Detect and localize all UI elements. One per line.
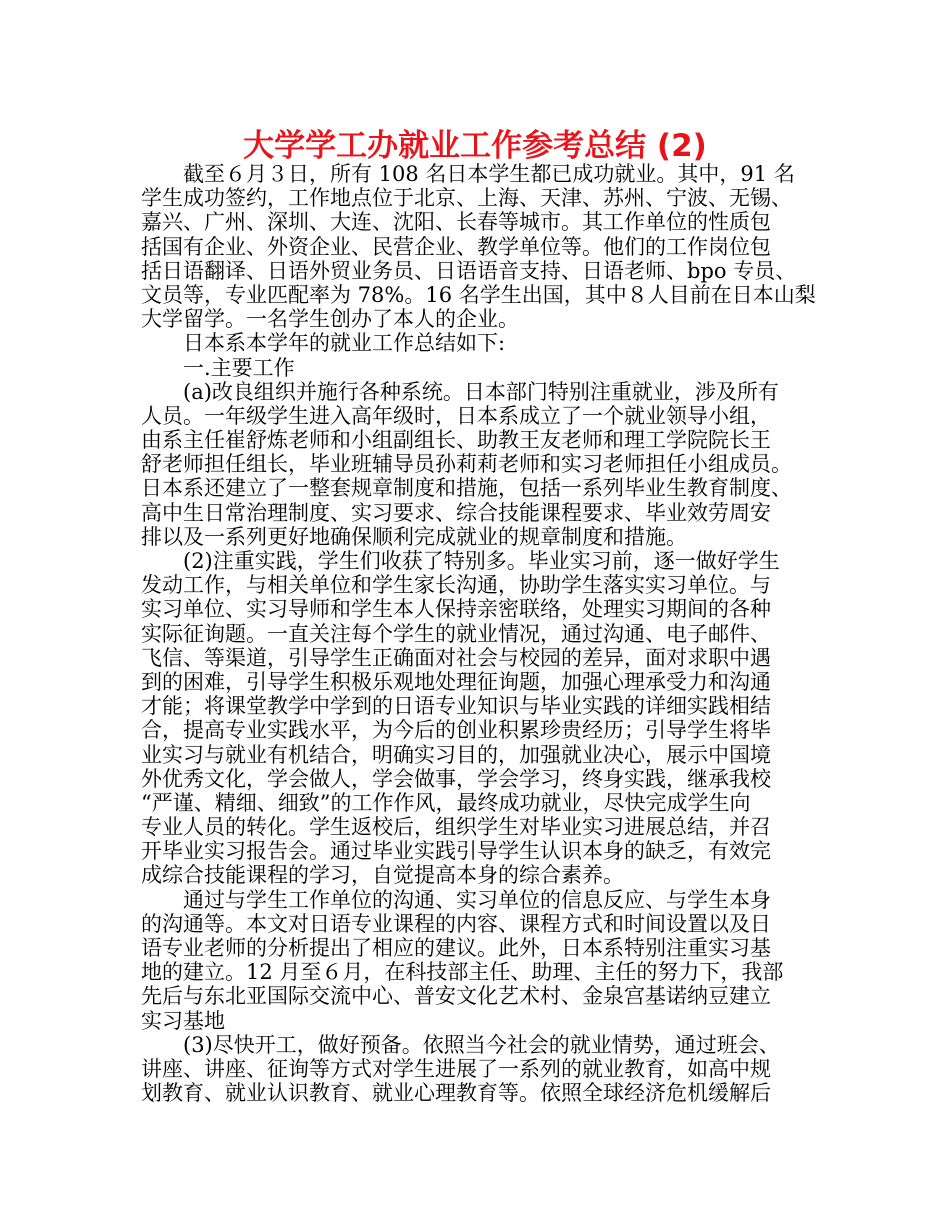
text-line: 外优秀文化，学会做人，学会做事，学会学习，终身实践，继承我校 [141,766,771,791]
text-line: 舒老师担任组长，毕业班辅导员孙莉莉老师和实习老师担任小组成员。 [141,452,792,477]
text-line: (3)尽快开工，做好预备。依照当今社会的就业情势，通过班会、 [183,1032,780,1057]
text-line: 语专业老师的分析提出了相应的建议。此外，日本系特别注重实习基 [141,936,771,960]
text-line: 开毕业实习报告会。通过毕业实践引导学生认识本身的缺乏，有效完 [141,839,771,864]
text-line: 发动工作，与相关单位和学生家长沟通，协助学生落实实习单位。与 [141,573,771,598]
text-line: 专业人员的转化。学生返校后，组织学生对毕业实习进展总结，并召 [141,815,771,840]
text-line: 通过与学生工作单位的沟通、实习单位的信息反应、与学生本身 [183,887,771,912]
text-line: 地的建立。12 月至６月，在科技部主任、助理、主任的努力下，我部 [141,960,784,985]
text-line: 到的困难，引导学生积极乐观地处理征询题，加强心理承受力和沟通 [141,669,771,694]
text-line: 人员。一年级学生进入高年级时，日本系成立了一个就业领导小组， [141,403,771,428]
text-line: 日本系本学年的就业工作总结如下: [183,331,506,356]
text-line: 高中生日常治理制度、实习要求、综合技能课程要求、毕业效劳周安 [141,500,771,525]
text-line: “严谨、精细、细致”的工作作风，最终成功就业，尽快完成学生向 [141,790,751,815]
text-line: 括国有企业、外资企业、民营企业、教学单位等。他们的工作岗位包 [141,234,771,259]
text-line: 学生成功签约，工作地点位于北京、上海、天津、苏州、宁波、无锡、 [141,186,792,211]
document-title: 大学学工办就业工作参考总结 (2) [243,128,707,164]
text-line: 业实习与就业有机结合，明确实习目的，加强就业决心，展示中国境 [141,742,771,767]
text-line: 大学留学。一名学生创办了本人的企业。 [141,307,519,332]
text-line: 实习基地 [141,1008,225,1033]
text-line: 飞信、等渠道，引导学生正确面对社会与校园的差异，面对求职中遇 [141,645,771,670]
text-line: 合，提高专业实践水平，为今后的创业积累珍贵经历；引导学生将毕 [141,718,771,743]
text-line: 括日语翻译、日语外贸业务员、日语语音支持、日语老师、bpo 专员、 [141,258,797,283]
text-line: 由系主任崔舒炼老师和小组副组长、助教王友老师和理工学院院长王 [141,428,771,453]
text-line: 日本系还建立了一整套规章制度和措施，包括一系列毕业生教育制度、 [141,476,792,501]
text-line: (a)改良组织并施行各种系统。日本部门特别注重就业，涉及所有 [183,379,779,404]
text-line: 排以及一系列更好地确保顺利完成就业的规章制度和措施。 [141,524,687,549]
text-line: 先后与东北亚国际交流中心、普安文化艺术村、金泉宫基诺纳豆建立 [141,984,771,1009]
text-line: 实际征询题。一直关注每个学生的就业情况，通过沟通、电子邮件、 [141,621,771,646]
text-line: 的沟通等。本文对日语专业课程的内容、课程方式和时间设置以及日 [141,911,771,936]
text-line: 截至６月３日，所有 108 名日本学生都已成功就业。其中，91 名 [183,162,795,186]
text-line: 一.主要工作 [183,355,295,380]
text-line: 实习单位、实习导师和学生本人保持亲密联络，处理实习期间的各种 [141,597,771,622]
text-line: 文员等，专业匹配率为 78%。16 名学生出国，其中８人目前在日本山梨 [141,282,816,307]
text-line: 嘉兴、广州、深圳、大连、沈阳、长春等城市。其工作单位的性质包 [141,210,771,235]
text-line: (2)注重实践，学生们收获了特别多。毕业实习前，逐一做好学生 [183,549,780,573]
text-line: 划教育、就业认识教育、就业心理教育等。依照全球经济危机缓解后 [141,1081,771,1106]
text-line: 成综合技能课程的学习，自觉提高本身的综合素养。 [141,863,624,888]
document-body [141,162,831,1105]
text-line: 讲座、讲座、征询等方式对学生进展了一系列的就业教育，如高中规 [141,1056,771,1081]
text-line: 才能；将课堂教学中学到的日语专业知识与毕业实践的详细实践相结 [141,694,771,719]
